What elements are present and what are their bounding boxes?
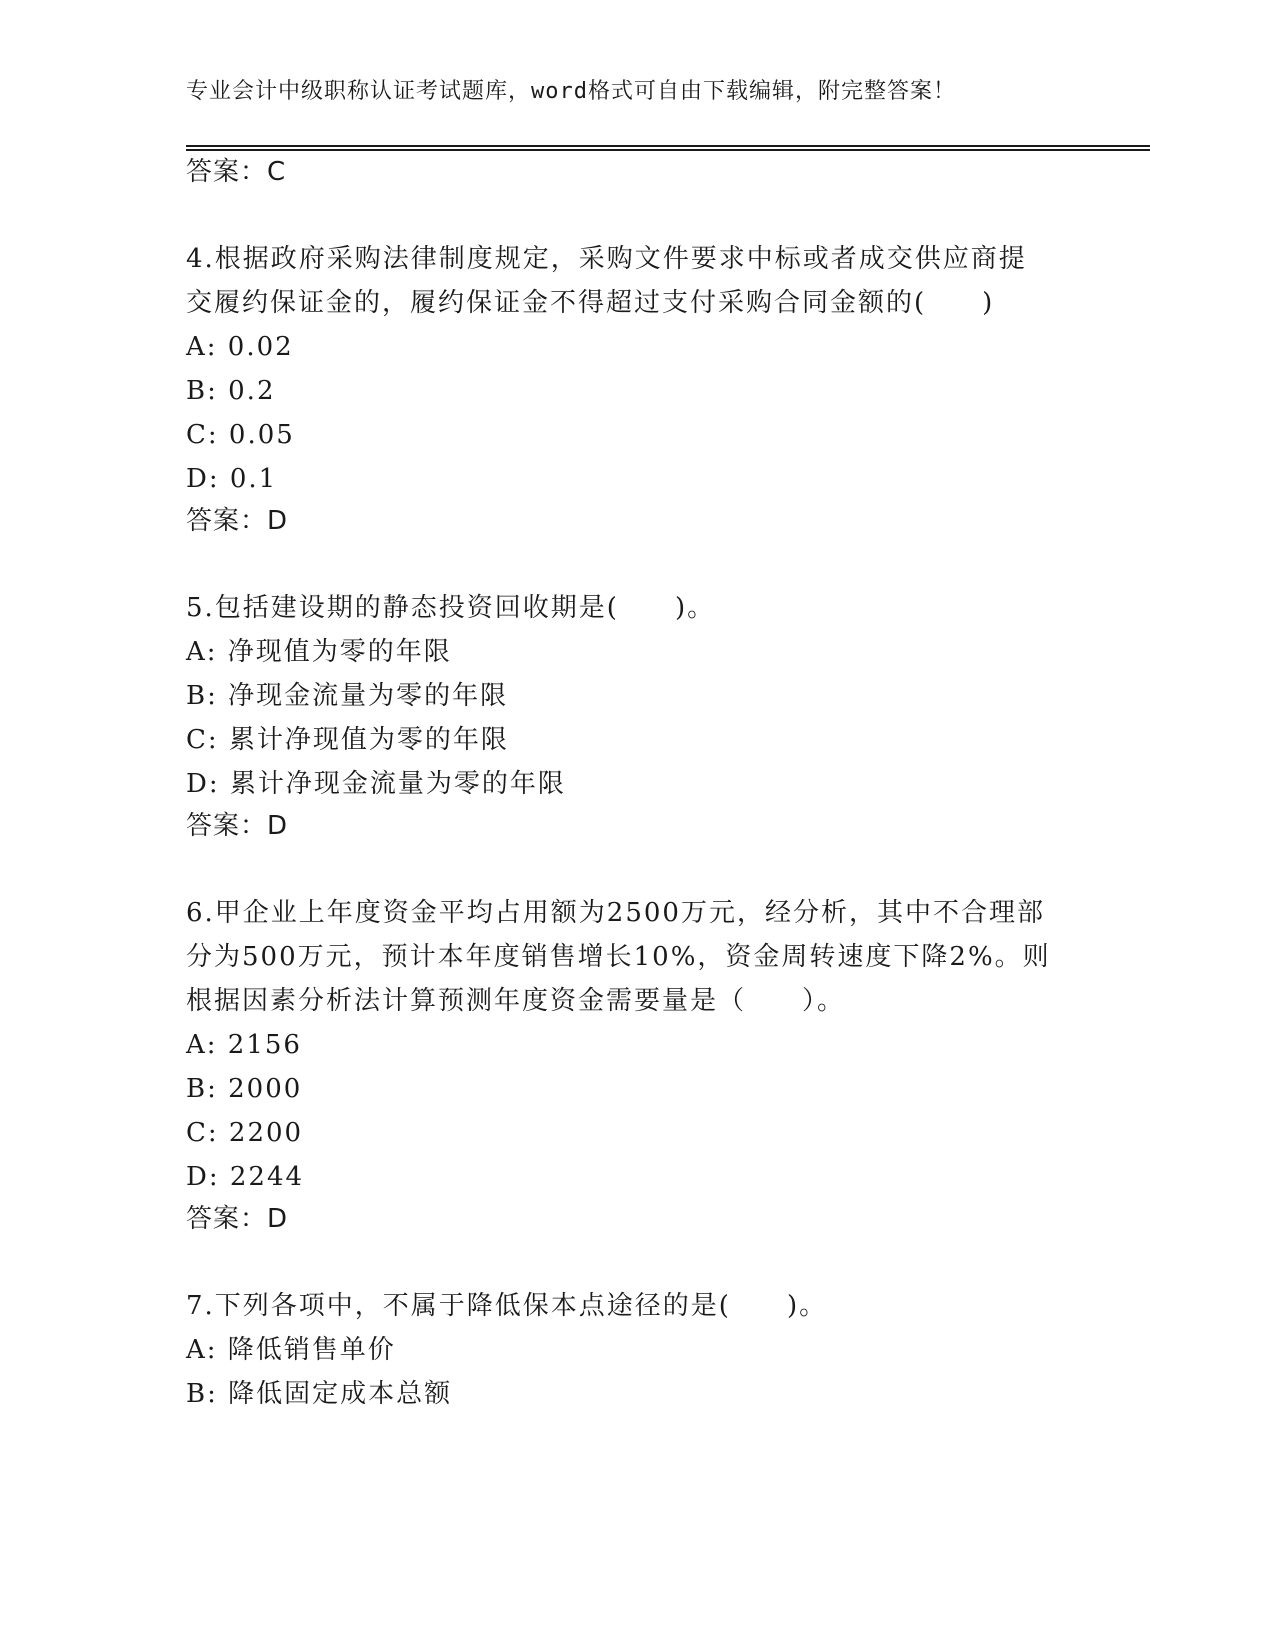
q4-option-a: A: 0.02 xyxy=(186,332,294,362)
q4-option-c: C: 0.05 xyxy=(186,420,295,450)
q4-stem-line-1: 4.根据政府采购法律制度规定，采购文件要求中标或者成交供应商提 xyxy=(186,244,1027,274)
q6-stem-line-1: 6.甲企业上年度资金平均占用额为2500万元，经分析，其中不合理部 xyxy=(186,898,1045,928)
q4-option-d: D: 0.1 xyxy=(186,464,278,494)
q6-option-c: C: 2200 xyxy=(186,1118,304,1148)
q5-stem-line-1: 5.包括建设期的静态投资回收期是( )。 xyxy=(186,593,716,623)
q4-stem-line-2: 交履约保证金的，履约保证金不得超过支付采购合同金额的( ) xyxy=(186,288,995,318)
q7-option-a: A: 降低销售单价 xyxy=(186,1335,396,1365)
q6-answer: 答案：D xyxy=(186,1204,289,1234)
q5-option-d: D: 累计净现金流量为零的年限 xyxy=(186,769,566,799)
header-rule-bottom xyxy=(186,149,1150,151)
q5-answer: 答案：D xyxy=(186,811,289,841)
q6-option-d: D: 2244 xyxy=(186,1162,305,1192)
q5-option-b: B: 净现金流量为零的年限 xyxy=(186,681,509,711)
q6-stem-line-3: 根据因素分析法计算预测年度资金需要量是（ ）。 xyxy=(186,986,846,1016)
q4-option-b: B: 0.2 xyxy=(186,376,276,406)
q6-option-b: B: 2000 xyxy=(186,1074,303,1104)
page-header: 专业会计中级职称认证考试题库，word格式可自由下载编辑，附完整答案！ xyxy=(186,79,956,104)
q4-answer: 答案：D xyxy=(186,506,289,536)
q6-option-a: A: 2156 xyxy=(186,1030,302,1060)
q6-stem-line-2: 分为500万元，预计本年度销售增长10%，资金周转速度下降2%。则 xyxy=(186,942,1051,972)
q5-option-a: A: 净现值为零的年限 xyxy=(186,637,452,667)
previous-answer: 答案：C xyxy=(186,157,287,187)
q5-option-c: C: 累计净现值为零的年限 xyxy=(186,725,509,755)
q7-option-b: B: 降低固定成本总额 xyxy=(186,1379,453,1409)
q7-stem-line-1: 7.下列各项中，不属于降低保本点途径的是( )。 xyxy=(186,1291,828,1321)
header-rule-top xyxy=(186,145,1150,147)
